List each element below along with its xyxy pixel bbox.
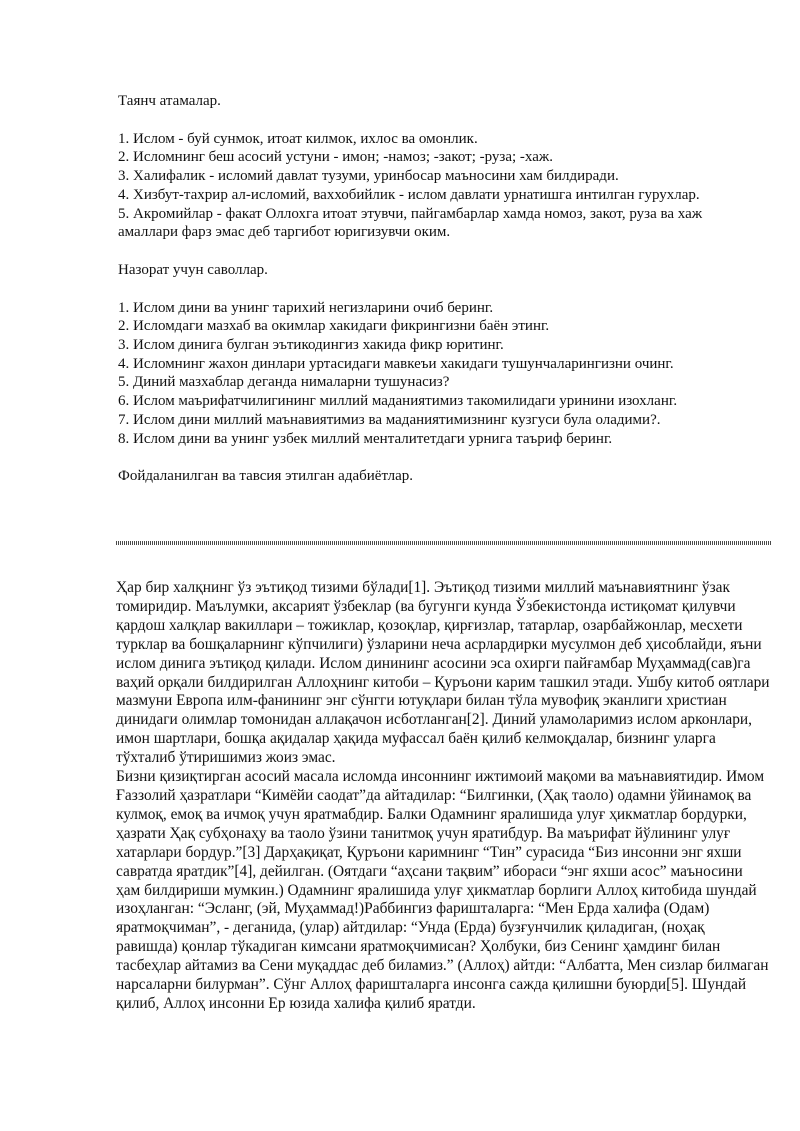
article-body bbox=[116, 579, 770, 1014]
list-item: 1. Ислом дини ва унинг тарихий негизларини очиб беринг. bbox=[118, 299, 494, 316]
list-item: 3. Халифалик - исломий давлат тузуми, уринбосар маъносини хам билдиради. bbox=[118, 168, 619, 185]
key-terms-heading: Таянч атамалар. bbox=[118, 93, 221, 109]
list-item: 5. Диний мазхаблар деганда нималарни тушунасиз? bbox=[118, 374, 450, 391]
review-questions-list bbox=[118, 299, 758, 449]
section-divider bbox=[116, 541, 772, 545]
references-heading: Фойдаланилган ва тавсия этилган адабиётлар. bbox=[118, 468, 414, 485]
list-item: 6. Ислом маърифатчилигининг миллий маданиятимиз такомилидаги уринини изохланг. bbox=[118, 393, 678, 410]
article-paragraph: Бизни қизиқтирган асосий масала исломда инсоннинг ижтимоий мақоми ва маънавиятидир. Имом Ғаззолий ҳазратлари “Кимёйи саодат”да айтадилар: “Билгинки, (Ҳақ таоло) одамни ўйинамоқ ва кулмоқ, емоқ ва ичмоқ учун яратмабдир. Балки Одамнинг яралишида улуғ ҳикматлар бордурки, ҳазрати Ҳақ субҳонаҳу ва таоло ўзини танитмоқ учун яратибдур. Ва маърифат йўлининг улуғ хатарлари бордур.”[3] Дарҳақиқат, Қуръони каримнинг “Тин” сурасида “Биз инсонни энг яхши савратда яратдик”[4], дейилган. (Оятдаги “аҳсани тақвим” ибораси “энг яхши асос” маъносини ҳам билдириши мумкин.) Одамнинг яралишида улуғ ҳикматлар борлиги Аллоҳ китобида шундай изоҳланган: “Эсланг, (эй, Муҳаммад!)Раббингиз фаришталарга: “Мен Ерда халифа (Одам) яратмоқчиман”, - деганида, (улар) айтдилар: “Унда (Ерда) бузғунчилик қиладиган, (ноҳақ равишда) қонлар тўкадиган кимсани яратмоқчимисан? Ҳолбуки, биз Сенинг ҳамдинг билан тасбеҳлар айтамиз ва Сени муқаддас деб биламиз.” (Аллоҳ) айтди: “Албатта, Мен сизлар билмаган нарсаларни билурман”. Сўнг Аллоҳ фаришталарга инсонга сажда қилишни буюрди[5]. Шундай қилиб, Аллоҳ инсонни Ер юзида халифа қилиб яратди. bbox=[116, 768, 769, 1012]
article-paragraph: Ҳар бир халқнинг ўз эътиқод тизими бўлади[1]. Эътиқод тизими миллий маънавиятнинг ўзак томиридир. Маълумки, аксарият ўзбеклар (ва бугунги кунда Ўзбекистонда истиқомат қилувчи қардош халқлар вакиллари – тожиклар, қозоқлар, қирғизлар, татарлар, озарбайжонлар, месхети турклар ва бошқаларнинг кўпчилиги) ўзларини неча асрлардирки мусулмон деб ҳисоблайди, яъни ислом динига эътиқод қилади. Ислом динининг асосини эса охирги пайғамбар Муҳаммад(сав)га ваҳий орқали билдирилган Аллоҳнинг китоби – Қуръони карим ташкил этади. Ушбу китоб оятлари мазмуни Европа илм-фанининг энг сўнгги ютуқлари билан тўла мувофиқ эканлиги христиан динидаги олимлар томонидан аллақачон исботланган[2]. Диний уламоларимиз ислом арконлари, имон шартлари, бошқа ақидалар ҳақида муфассал баён қилиб келмоқдалар, бизнинг уларга тўхталиб ўтиришимиз жоиз эмас. bbox=[116, 579, 770, 767]
list-item: 2. Исломнинг беш асосий устуни - имон; -намоз; -закот; -руза; -хаж. bbox=[118, 149, 553, 166]
list-item: 5. Акромийлар - факат Оллохга итоат этувчи, пайгамбарлар хамда номоз, закот, руза ва хаж амаллари фарз эмас деб таргибот юригизувчи оким. bbox=[118, 205, 703, 241]
list-item: 4. Хизбут-тахрир ал-исломий, ваххобийлик - ислом давлати урнатишга интилган гурухлар. bbox=[118, 186, 700, 203]
key-terms-list bbox=[118, 130, 758, 242]
list-item: 1. Ислом - буй сунмок, итоат килмок, ихлос ва омонлик. bbox=[118, 130, 478, 147]
upper-section bbox=[118, 92, 758, 486]
list-item: 3. Ислом динига булган эътикодингиз хакида фикр юритинг. bbox=[118, 337, 504, 354]
list-item: 8. Ислом дини ва унинг узбек миллий менталитетдаги урнига таъриф беринг. bbox=[118, 430, 613, 447]
list-item: 2. Исломдаги мазхаб ва окимлар хакидаги фикрингизни баён этинг. bbox=[118, 318, 550, 335]
list-item: 7. Ислом дини миллий маънавиятимиз ва маданиятимизнинг кузгуси була оладими?. bbox=[118, 411, 661, 428]
review-questions-heading: Назорат учун саволлар. bbox=[118, 261, 268, 278]
list-item: 4. Исломнинг жахон динлари уртасидаги мавкеъи хакидаги тушунчаларингизни очинг. bbox=[118, 355, 674, 372]
